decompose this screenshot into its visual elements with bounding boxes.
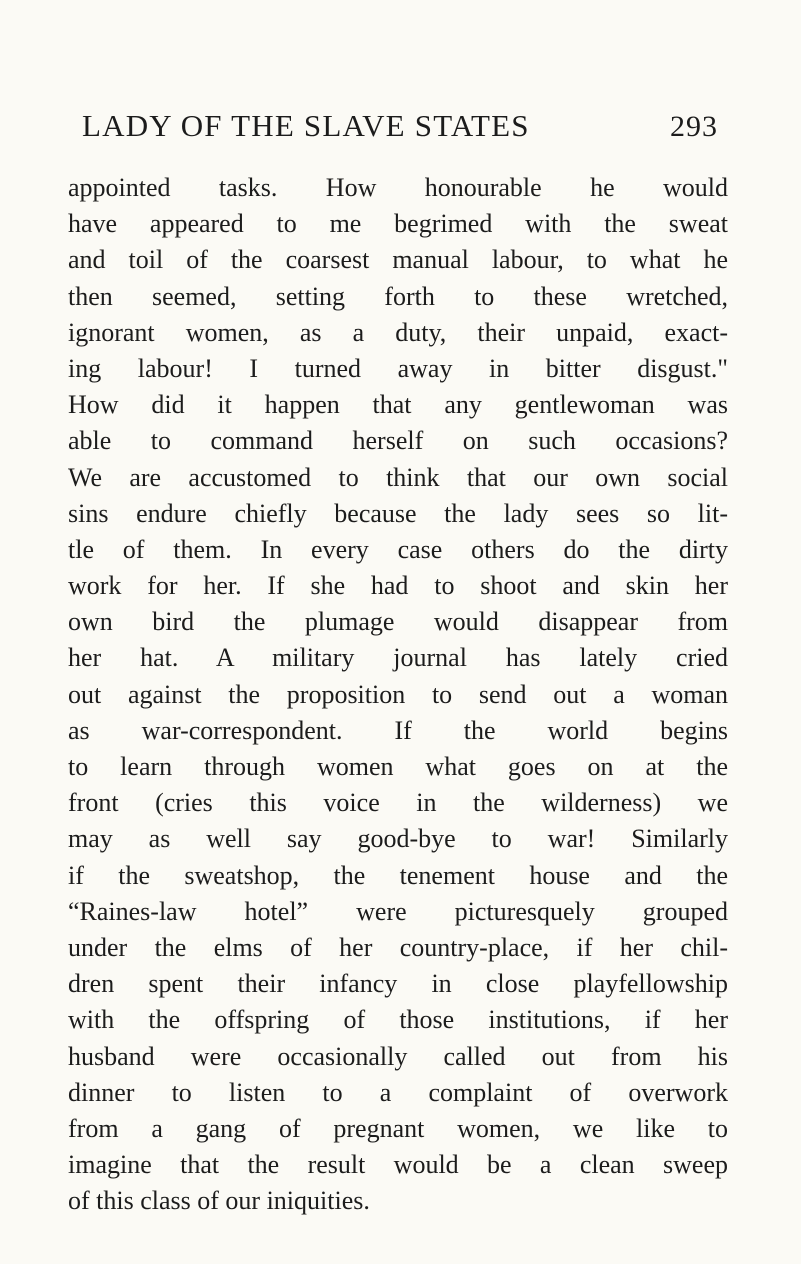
text-line: able to command herself on such occasions? [68,426,728,456]
text-line: work for her. If she had to shoot and skin her [68,571,728,601]
text-line: own bird the plumage would disappear from [68,607,728,637]
text-line: ing labour! I turned away in bitter disgust." [68,353,728,383]
text-line: appointed tasks. How honourable he would [68,173,728,202]
text-line: from a gang of pregnant women, we like to [68,1113,728,1143]
text-line: to learn through women what goes on at the [68,752,728,781]
text-line: ignorant women, as a duty, their unpaid, exact- [68,317,728,347]
page-number: 293 [670,110,718,143]
text-line: dren spent their infancy in close playfellowship [68,969,728,999]
text-line: if the sweatshop, the tenement house and the [68,860,728,890]
text-line: with the offspring of those institutions, if her [68,1005,728,1035]
text-line: sins endure chiefly because the lady sees so lit- [68,498,728,528]
text-line: imagine that the result would be a clean sweep [68,1150,728,1180]
body-text [68,170,728,1219]
text-line: and toil of the coarsest manual labour, to what he [68,245,728,275]
text-line: as war-correspondent. If the world begins [68,715,728,745]
text-line: her hat. A military journal has lately cried [68,643,728,673]
text-line-last: of this class of our iniquities. [68,1186,370,1216]
text-line: have appeared to me begrimed with the sweat [68,209,728,239]
text-line: under the elms of her country-place, if her chil- [68,932,728,962]
text-line: husband were occasionally called out from his [68,1041,728,1071]
running-title: LADY OF THE SLAVE STATES [82,108,530,143]
text-line: front (cries this voice in the wilderness) we [68,788,728,818]
text-line: We are accustomed to think that our own social [68,462,728,492]
text-line: tle of them. In every case others do the dirty [68,534,728,564]
text-line: out against the proposition to send out a woman [68,679,728,709]
text-line: “Raines-law hotel” were picturesquely grouped [68,896,728,926]
text-line: may as well say good-bye to war! Similarly [68,824,728,854]
text-line: How did it happen that any gentlewoman was [68,390,728,420]
book-page [68,108,728,1219]
text-line: then seemed, setting forth to these wretched, [68,281,728,311]
text-line: dinner to listen to a complaint of overwork [68,1077,728,1107]
running-head [68,108,728,154]
